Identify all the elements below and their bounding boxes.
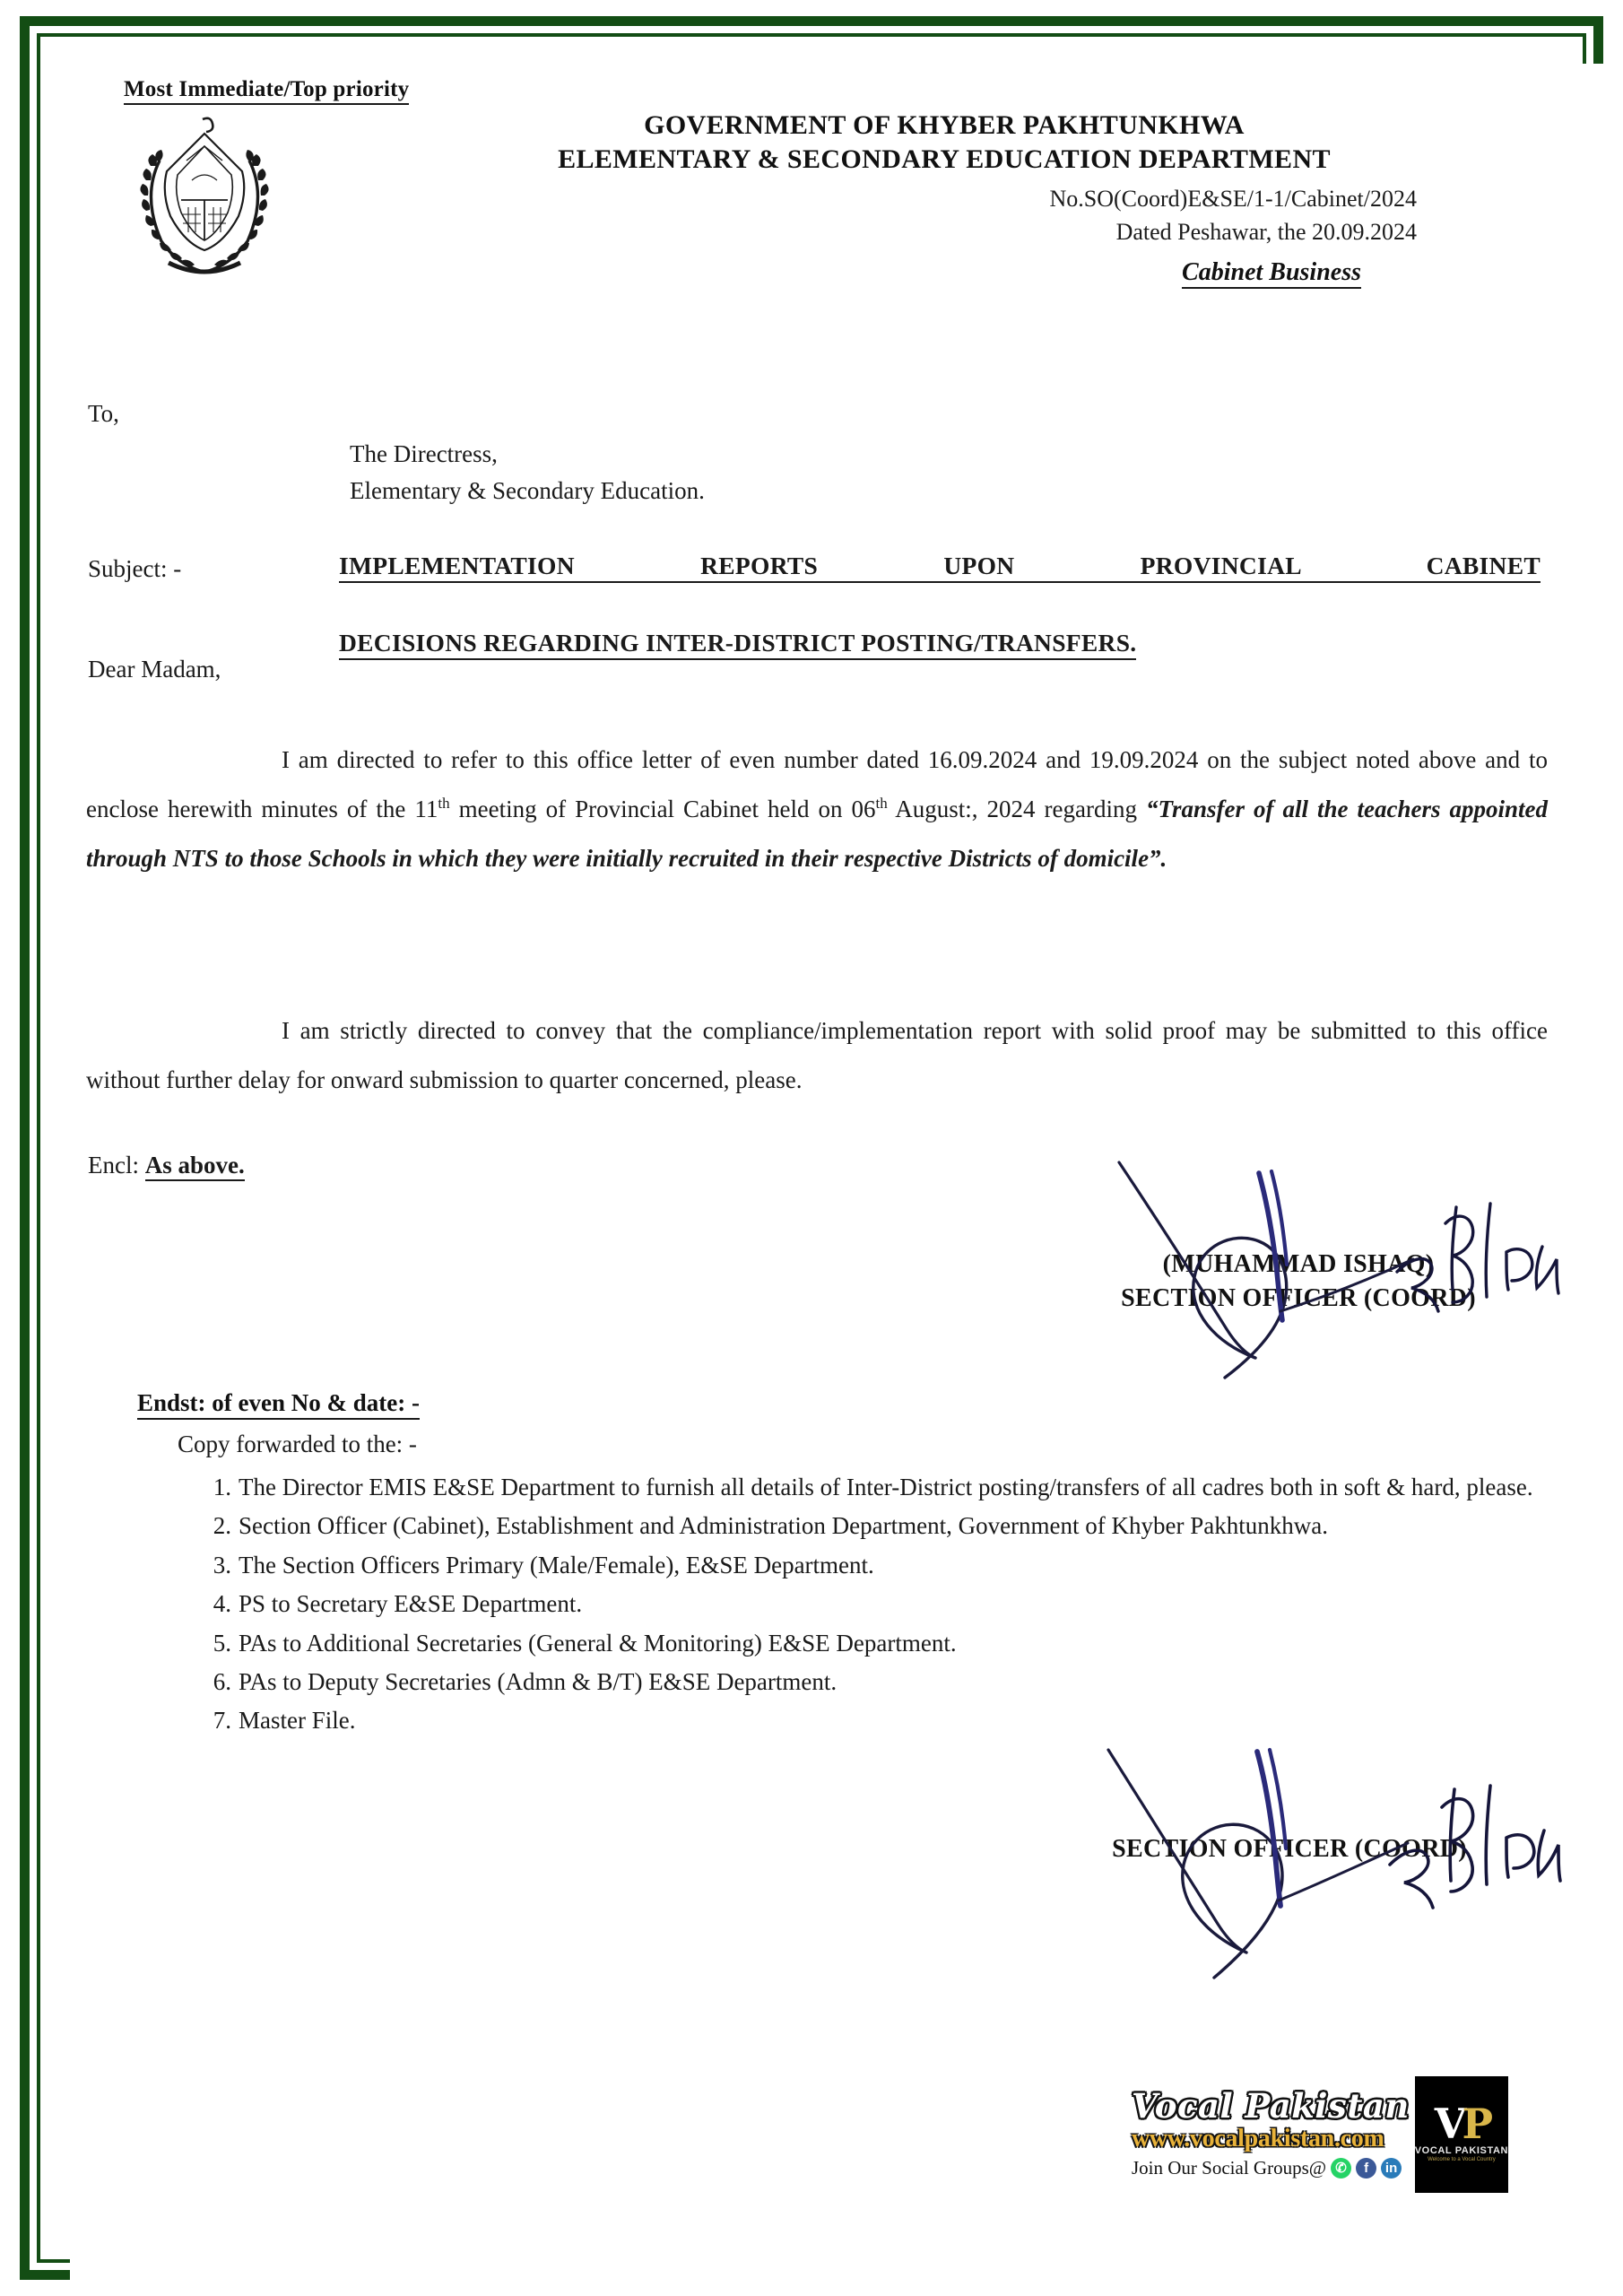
list-item xyxy=(213,1703,1558,1738)
letterhead xyxy=(339,109,1549,287)
para1-middle: meeting of Provincial Cabinet held on 06 xyxy=(449,795,876,822)
watermark-logo-mark: VP xyxy=(1434,2099,1489,2148)
reference-number: No.SO(Coord)E&SE/1-1/Cabinet/2024 xyxy=(1049,185,1417,212)
dated-line: Dated Peshawar, the 20.09.2024 xyxy=(1115,218,1417,245)
subject-text xyxy=(339,548,1541,660)
signature-block-primary xyxy=(1038,1248,1558,1316)
list-item-number: 2. xyxy=(213,1512,231,1540)
priority-marking: Most Immediate/Top priority xyxy=(124,77,409,105)
para1-quoted-cabinet-decision: “Transfer of all the teachers appointed through NTS to those Schools in which they were initially recruited in their respective Districts of domicile”. xyxy=(86,795,1548,872)
list-item xyxy=(213,1509,1558,1544)
list-item-number: 7. xyxy=(213,1707,231,1735)
watermark-text-block xyxy=(1132,2076,1415,2193)
list-item-text: The Section Officers Primary (Male/Female), E&SE Department. xyxy=(239,1551,874,1578)
body-paragraph-2: I am strictly directed to convey that the compliance/implementation report with solid proof may be submitted to this office without further delay for onward submission to quarter concerned, please. xyxy=(86,1017,1548,1093)
facebook-icon[interactable]: f xyxy=(1356,2158,1376,2179)
watermark-logo xyxy=(1415,2076,1508,2193)
salutation: Dear Madam, xyxy=(88,656,221,683)
copy-forwarded-label: Copy forwarded to the: - xyxy=(178,1431,417,1457)
document-border-frame xyxy=(20,16,1603,2280)
list-item xyxy=(213,1587,1558,1622)
cabinet-business-tag xyxy=(339,258,1549,287)
state-emblem-icon xyxy=(124,107,285,277)
list-item-text: PS to Secretary E&SE Department. xyxy=(239,1590,583,1618)
endorsement-recipient-list xyxy=(195,1470,1558,1743)
para1-lead: I am directed to refer to this office letter of even number dated 16.09.2024 and 19.09.2024 on the subject noted above and to enclose herewith minutes of the 11 xyxy=(86,746,1548,822)
enclosure-value: As above. xyxy=(145,1152,245,1181)
signatory-name: (MUHAMMAD ISHAQ) xyxy=(1162,1250,1435,1278)
list-item xyxy=(213,1665,1558,1700)
watermark-social-row xyxy=(1132,2157,1410,2179)
addressee-line-1: The Directress, xyxy=(350,440,498,467)
list-item-number: 5. xyxy=(213,1629,231,1657)
watermark-join-label: Join Our Social Groups@ xyxy=(1132,2157,1327,2179)
list-item-text: The Director EMIS E&SE Department to furnish all details of Inter-District posting/transfers of all cadres both in soft & hard, please. xyxy=(239,1474,1533,1500)
list-item-number: 6. xyxy=(213,1668,231,1696)
body-paragraph-1 xyxy=(86,735,1548,883)
addressee-line-2: Elementary & Secondary Education. xyxy=(350,477,705,505)
signatory-title-secondary: SECTION OFFICER (COORD) xyxy=(1112,1835,1467,1863)
cabinet-business-label: Cabinet Business xyxy=(1182,258,1361,289)
para1-ordinal-1: th xyxy=(438,794,450,812)
para1-middle-2: August:, 2024 regarding xyxy=(887,795,1146,822)
subject-line-2: DECISIONS REGARDING INTER-DISTRICT POSTING/TRANSFERS. xyxy=(339,629,1136,660)
watermark-logo-tagline: Welcome to a Vocal Country xyxy=(1428,2157,1496,2163)
linkedin-icon[interactable]: in xyxy=(1381,2158,1402,2179)
list-item-number: 4. xyxy=(213,1590,231,1618)
government-title: GOVERNMENT OF KHYBER PAKHTUNKHWA xyxy=(644,110,1245,140)
addressee-block xyxy=(350,436,705,509)
watermark-brand: Vocal Pakistan xyxy=(1132,2085,1410,2126)
signature-block-secondary xyxy=(1020,1835,1558,1864)
department-title: ELEMENTARY & SECONDARY EDUCATION DEPARTMENT xyxy=(558,144,1331,175)
subject-line-1: IMPLEMENTATION REPORTS UPON PROVINCIAL CABINET xyxy=(339,552,1541,583)
signatory-title: SECTION OFFICER (COORD) xyxy=(1121,1284,1476,1313)
watermark-banner xyxy=(1132,2076,1509,2193)
endorsement-heading: Endst: of even No & date: - xyxy=(137,1389,420,1420)
to-label: To, xyxy=(88,400,119,427)
list-item xyxy=(213,1548,1558,1583)
document-page xyxy=(70,64,1612,2284)
list-item-text: PAs to Additional Secretaries (General & Monitoring) E&SE Department. xyxy=(239,1629,957,1657)
watermark-logo-name: VOCAL PAKISTAN xyxy=(1414,2145,1509,2157)
list-item-number: 3. xyxy=(213,1551,231,1578)
list-item-text: Section Officer (Cabinet), Establishment and Administration Department, Government of Khyber Pakhtunkhwa. xyxy=(239,1512,1328,1540)
list-item-text: PAs to Deputy Secretaries (Admn & B/T) E&SE Department. xyxy=(239,1668,838,1696)
whatsapp-icon[interactable]: ✆ xyxy=(1331,2158,1351,2179)
list-item xyxy=(213,1626,1558,1661)
para1-ordinal-2: th xyxy=(875,794,888,812)
subject-label: Subject: - xyxy=(88,555,182,582)
list-item-number: 1. xyxy=(213,1474,231,1500)
list-item xyxy=(213,1470,1558,1505)
list-item-text: Master File. xyxy=(239,1707,356,1735)
watermark-url[interactable]: www.vocalpakistan.com xyxy=(1132,2124,1384,2152)
enclosure-line xyxy=(88,1152,245,1179)
enclosure-label: Encl: xyxy=(88,1152,139,1178)
